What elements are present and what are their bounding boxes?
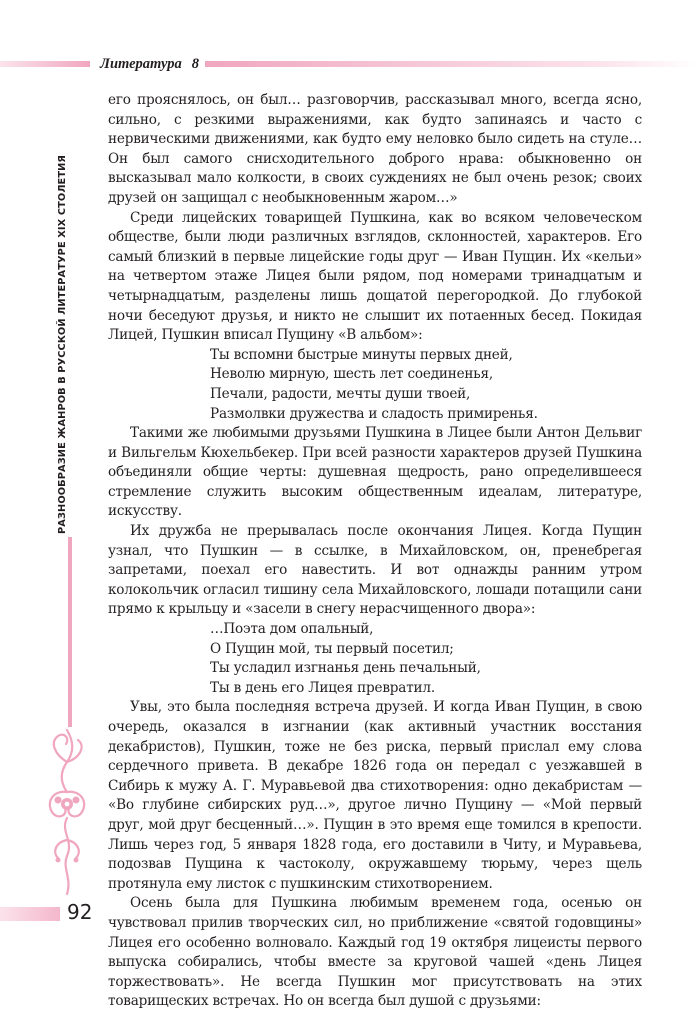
paragraph: Осень была для Пушкина любимым временем года, осенью он чувствовал прилив творческих сил, но приближение «святой годовщины» Лицея его особенно волновало. Каждый год 19 октября лицеисты первого выпуска собирались, чтобы вместе за круговой чашей «день Лицея торжествовать». Не всегда Пушкин мог присутствовать на этих товарищеских встречах. Но он всегда был душой с друзьями: bbox=[108, 895, 642, 1010]
body-text bbox=[108, 91, 642, 1012]
poem-line: Ты усладил изгнанья день печальный, bbox=[210, 660, 481, 677]
floral-ornament-icon bbox=[44, 728, 90, 898]
paragraph: Увы, это была последняя встреча друзей. И когда Иван Пущин, в свою очередь, оказался в изгнании (как активный участник восстания декабристов), Пушкин, тоже не без риска, первый прислал ему слова сердечного привета. В декабре 1826 года он передал с уезжавшей в Сибирь к мужу А. Г. Муравьевой два стихотворения: одно декабристам — «Во глубине сибирских руд…», другое лично Пущину — «Мой первый друг, мой друг бесценный…». Пущин в это время еще томился в крепости. Лишь через год, 5 января 1828 года, его доставили в Читу, и Муравьева, подозвав Пущина к частоколу, окружавшему тюрьму, через щель протянула ему листок с пушкинским стихотворением. bbox=[108, 699, 642, 892]
paragraph: его прояснялось, он был… разговорчив, рассказывал много, всегда ясно, сильно, с резкими выражениями, как будто запинаясь и часто с нервическими движениями, как будто ему неловко было сидеть на стуле… Он был самого снисходительного доброго нрава: обыкновенно он высказывал мало колкости, в своих суждениях не был очень резок; своих друзей он защищал с необыкновенным жаром…» bbox=[108, 92, 642, 206]
poem-line: Печали, радости, мечты души твоей, bbox=[210, 385, 471, 402]
paragraph: Их дружба не прерывалась после окончания Лицея. Когда Пущин узнал, что Пушкин — в ссылке, в Михайловском, он, пренебрегая запретами, поехал его навестить. И вот однажды ранним утром колокольчик огласил тишину села Михайловского, лошади потащили сани прямо к крыльцу и «засели в снегу нерасчищенного двора»: bbox=[108, 523, 642, 618]
poem-line: О Пущин мой, ты первый посетил; bbox=[210, 640, 454, 657]
side-accent-line bbox=[68, 537, 72, 727]
header-subject: Литература bbox=[100, 56, 182, 72]
header-band-left bbox=[0, 61, 90, 67]
header-grade: 8 bbox=[191, 56, 199, 72]
poem-excerpt-album bbox=[210, 346, 642, 424]
paragraph: Такими же любимыми друзьями Пушкина в Лицее были Антон Дельвиг и Вильгельм Кюхельбекер. При всей разности характеров друзей Пушкина объединяли общие черты: душевная щедрость, рано определившееся стремление служить высоким общественным идеалам, литературе, искусству. bbox=[108, 425, 642, 520]
header-band-right bbox=[205, 61, 700, 67]
section-side-title: РАЗНООБРАЗИЕ ЖАНРОВ В РУССКОЙ ЛИТЕРАТУРЕ XIX СТОЛЕТИЯ bbox=[57, 154, 68, 534]
paragraph: Среди лицейских товарищей Пушкина, как во всяком человеческом обществе, были люди различных взглядов, склонностей, характеров. Его самый близкий в первые лицейские годы друг — Иван Пущин. Их «кельи» на четвертом этаже Лицея были рядом, под номерами тринадцатым и четырнадцатым, разделены лишь дощатой перегородкой. До глубокой ночи беседуют друзья, и никто не слышит их потаенных бесед. Покидая Лицей, Пушкин вписал Пущину «В альбом»: bbox=[108, 209, 642, 344]
page-number: 92 bbox=[67, 900, 93, 924]
poem-line: Ты вспомни быстрые минуты первых дней, bbox=[210, 346, 513, 363]
running-header bbox=[100, 56, 199, 72]
poem-line: Ты в день его Лицея превратил. bbox=[210, 679, 435, 696]
poem-line: Неволю мирную, шесть лет соединенья, bbox=[210, 366, 493, 383]
page-number-band bbox=[0, 907, 60, 921]
poem-excerpt-pushchin bbox=[210, 620, 642, 698]
poem-line: …Поэта дом опальный, bbox=[210, 621, 374, 638]
poem-line: Размолвки дружества и сладость примиренья. bbox=[210, 405, 538, 422]
